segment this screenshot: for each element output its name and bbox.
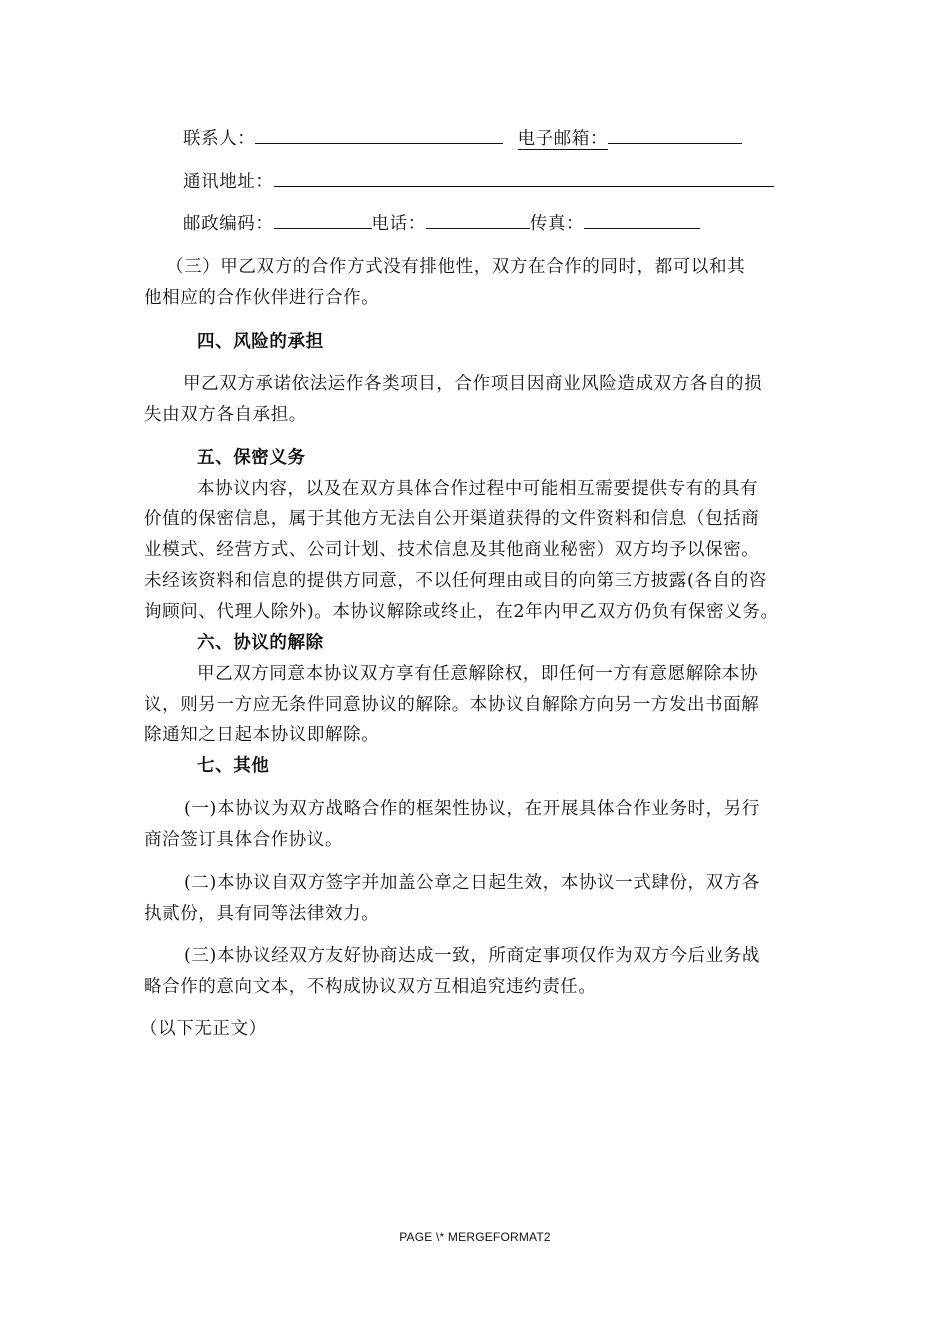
address-row: [183, 170, 774, 194]
section-seven-item-2-line-1: (二)本协议自双方签字并加盖公章之日起生效，本协议一式肆份，双方各: [184, 873, 760, 893]
postcode-blank[interactable]: [274, 212, 372, 229]
fax-label: 传真：: [529, 214, 585, 234]
section-five-line-1: 本协议内容，以及在双方具体合作过程中可能相互需要提供专有的具有: [197, 479, 759, 499]
postcode-label: 邮政编码：: [183, 214, 274, 234]
clause-three-line-1: （三）甲乙双方的合作方式没有排他性，双方在合作的同时，都可以和其: [166, 257, 746, 277]
section-six-line-3: 除通知之日起本协议即解除。: [144, 725, 380, 745]
section-six-line-1: 甲乙双方同意本协议双方享有任意解除权，即任何一方有意愿解除本协: [197, 664, 759, 684]
section-five-line-5: 询顾问、代理人除外)。本协议解除或终止，在2年内甲乙双方仍负有保密义务。: [144, 602, 779, 622]
section-four-line-1: 甲乙双方承诺依法运作各类项目，合作项目因商业风险造成双方各自的损: [183, 374, 763, 394]
section-seven-heading: 七、其他: [197, 756, 270, 776]
section-five-line-2: 价值的保密信息，属于其他方无法自公开渠道获得的文件资料和信息（包括商: [144, 509, 760, 529]
section-seven-item-3-line-2: 略合作的意向文本，不构成协议双方互相追究违约责任。: [144, 977, 597, 997]
address-label: 通讯地址：: [183, 172, 274, 192]
section-seven-item-1-line-1: (一)本协议为双方战略合作的框架性协议，在开展具体合作业务时，另行: [184, 799, 760, 819]
email-label: 电子邮箱：: [517, 129, 609, 149]
section-seven-item-2-line-2: 执贰份，具有同等法律效力。: [144, 904, 380, 924]
section-five-line-4: 未经该资料和信息的提供方同意，不以任何理由或目的向第三方披露(各自的咨: [144, 571, 767, 591]
end-note: （以下无正文）: [140, 1019, 267, 1039]
section-four-line-2: 失由双方各自承担。: [144, 405, 307, 425]
phone-label: 电话：: [371, 214, 426, 234]
section-five-heading: 五、保密义务: [197, 448, 306, 468]
section-six-heading: 六、协议的解除: [197, 633, 324, 653]
contact-person-blank[interactable]: [255, 127, 503, 144]
section-four-heading: 四、风险的承担: [197, 332, 324, 352]
page-footer: PAGE \* MERGEFORMAT2: [399, 1230, 551, 1244]
email-blank[interactable]: [608, 127, 742, 144]
phone-blank[interactable]: [426, 212, 530, 229]
address-blank[interactable]: [274, 170, 774, 187]
section-six-line-2: 议，则另一方应无条件同意协议的解除。本协议自解除方向另一方发出书面解: [144, 695, 760, 715]
postcode-row: [183, 212, 700, 236]
clause-three-line-2: 他相应的合作伙伴进行合作。: [144, 288, 380, 308]
section-seven-item-1-line-2: 商洽签订具体合作协议。: [144, 830, 344, 850]
section-seven-item-3-line-1: (三)本协议经双方友好协商达成一致，所商定事项仅作为双方今后业务战: [184, 946, 760, 966]
section-five-line-3: 业模式、经营方式、公司计划、技术信息及其他商业秘密）双方均予以保密。: [144, 540, 760, 560]
contact-person-row: [183, 127, 742, 151]
fax-blank[interactable]: [584, 212, 700, 229]
contact-person-label: 联系人：: [183, 129, 256, 149]
